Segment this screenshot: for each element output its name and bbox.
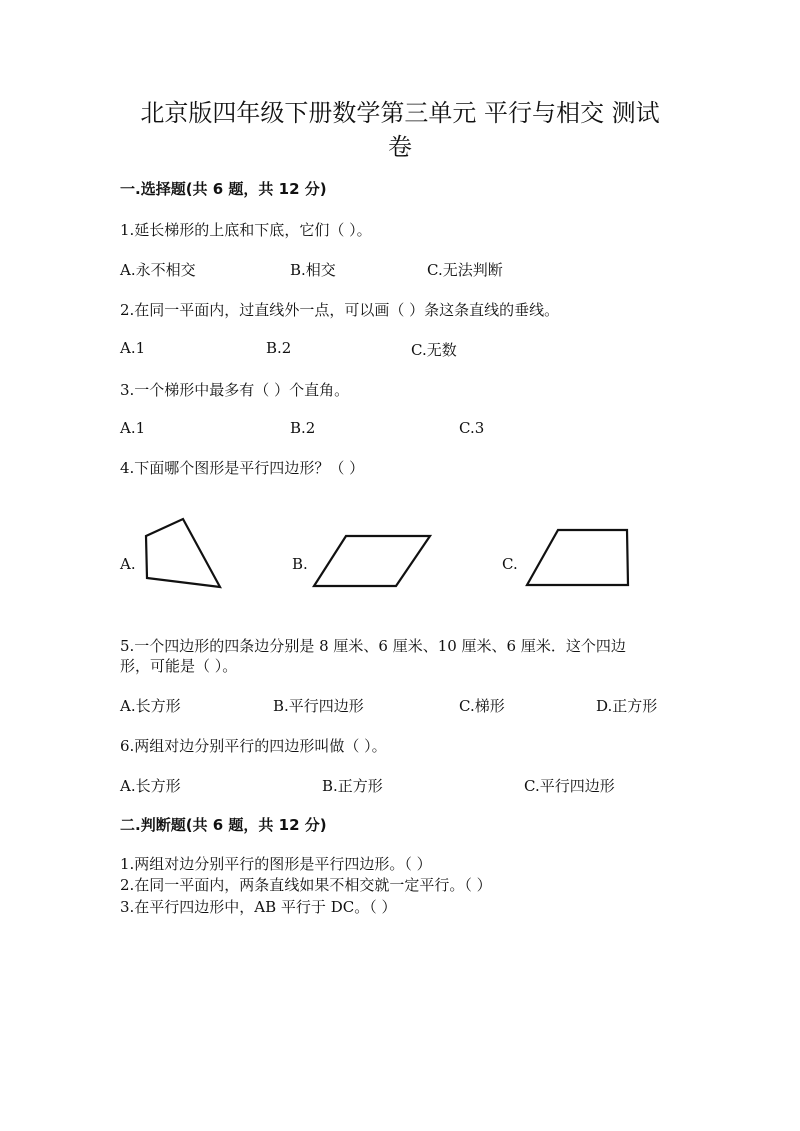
judgement-item-2: 2.在同一平面内，两条直线如果不相交就一定平行。（ ） — [120, 876, 492, 894]
question-2-option-a[interactable]: A.1 — [120, 339, 146, 357]
question-3-option-c[interactable]: C.3 — [459, 419, 485, 437]
judgement-item-1: 1.两组对边分别平行的图形是平行四边形。（ ） — [120, 855, 432, 873]
question-3-option-a[interactable]: A.1 — [120, 419, 146, 437]
page-title-line-1: 北京版四年级下册数学第三单元 平行与相交 测试 — [140, 99, 660, 127]
quadrilateral-a-figure — [140, 514, 230, 594]
question-5-option-c[interactable]: C.梯形 — [459, 697, 505, 715]
question-3: 3.一个梯形中最多有（ ）个直角。 — [120, 381, 350, 399]
question-5-option-b[interactable]: B.平行四边形 — [273, 697, 364, 715]
question-1-option-a[interactable]: A.永不相交 — [120, 261, 196, 279]
question-5-option-a[interactable]: A.长方形 — [120, 697, 181, 715]
question-1-option-c[interactable]: C.无法判断 — [427, 261, 503, 279]
question-6-option-c[interactable]: C.平行四边形 — [524, 777, 615, 795]
question-6-option-b[interactable]: B.正方形 — [322, 777, 383, 795]
question-3-option-b[interactable]: B.2 — [290, 419, 316, 437]
question-4-option-c[interactable]: C. — [502, 555, 518, 573]
question-2: 2.在同一平面内，过直线外一点，可以画（ ）条这条直线的垂线。 — [120, 301, 560, 319]
trapezoid-c-figure — [522, 527, 634, 591]
question-1-option-b[interactable]: B.相交 — [290, 261, 336, 279]
judgement-item-3: 3.在平行四边形中，AB 平行于 DC。（ ） — [120, 898, 397, 916]
question-5-line-2: 形，可能是（ ）。 — [120, 657, 238, 675]
page-title-line-2: 卷 — [388, 133, 412, 161]
question-6-option-a[interactable]: A.长方形 — [120, 777, 181, 795]
parallelogram-b-figure — [308, 530, 438, 592]
question-4-option-b[interactable]: B. — [292, 555, 308, 573]
question-6: 6.两组对边分别平行的四边形叫做（ ）。 — [120, 737, 387, 755]
section-heading-choice: 一.选择题(共 6 题，共 12 分) — [120, 180, 327, 198]
section-heading-judgement: 二.判断题(共 6 题，共 12 分) — [120, 816, 327, 834]
question-4: 4.下面哪个图形是平行四边形？（ ） — [120, 459, 365, 477]
question-4-option-a[interactable]: A. — [120, 555, 136, 573]
question-1: 1.延长梯形的上底和下底，它们（ ）。 — [120, 221, 372, 239]
question-5-option-d[interactable]: D.正方形 — [596, 697, 658, 715]
question-2-option-c[interactable]: C.无数 — [411, 341, 457, 359]
question-5-line-1: 5.一个四边形的四条边分别是 8 厘米、6 厘米、10 厘米、6 厘米．这个四边 — [120, 637, 626, 655]
question-2-option-b[interactable]: B.2 — [266, 339, 292, 357]
